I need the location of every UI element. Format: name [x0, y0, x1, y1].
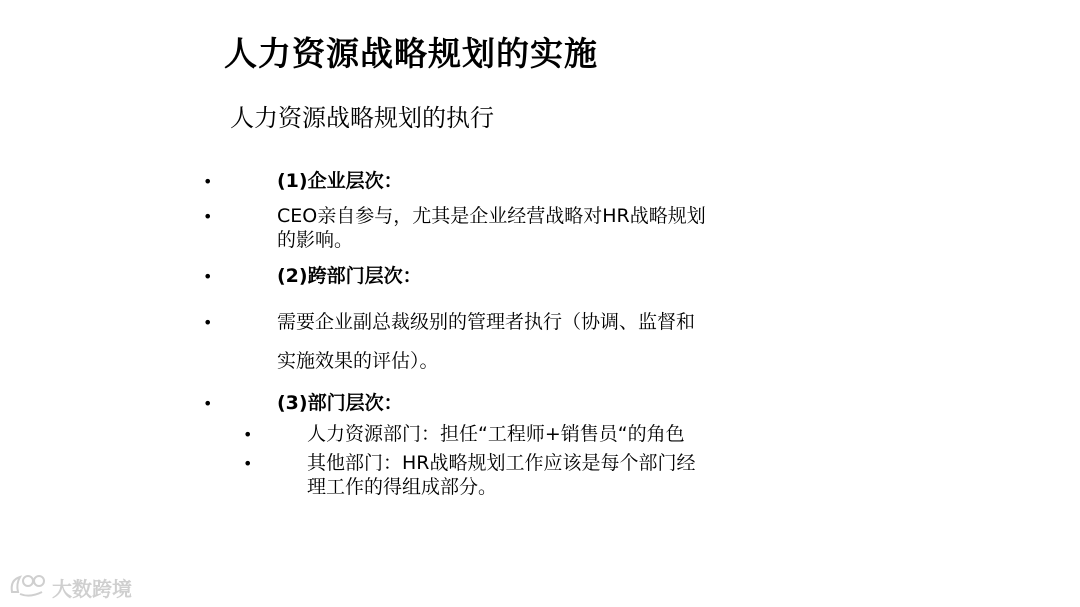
sub-item-hr-department: 人力资源部门：担任“工程师+销售员“的角色 — [307, 423, 685, 445]
brand-logo-icon — [8, 572, 48, 602]
sub-bullet-marker: • — [243, 425, 253, 444]
sub-item-other-departments-line1: 其他部门：HR战略规划工作应该是每个部门经 — [307, 452, 696, 474]
bullet-marker: • — [203, 313, 213, 332]
slide-title: 人力资源战略规划的实施 — [224, 34, 598, 73]
list-item-enterprise-level: (1)企业层次： — [277, 170, 403, 192]
list-item-vp-line2: 实施效果的评估）。 — [277, 350, 439, 372]
bullet-marker: • — [203, 394, 213, 413]
bullet-marker: • — [203, 172, 213, 191]
slide-subtitle: 人力资源战略规划的执行 — [230, 104, 494, 132]
list-item-vp-line1: 需要企业副总裁级别的管理者执行（协调、监督和 — [277, 311, 696, 333]
bullet-marker: • — [203, 207, 213, 226]
list-item-cross-department-level: (2)跨部门层次： — [277, 265, 422, 287]
list-item-ceo-line1: CEO亲自参与，尤其是企业经营战略对HR战略规划 — [277, 205, 706, 227]
watermark-text: 大数跨境 — [52, 576, 132, 601]
list-item-department-level: (3)部门层次： — [277, 392, 403, 414]
bullet-marker: • — [203, 267, 213, 286]
watermark — [8, 572, 132, 602]
sub-item-other-departments-line2: 理工作的得组成部分。 — [307, 476, 498, 498]
sub-bullet-marker: • — [243, 454, 253, 473]
list-item-ceo-line2: 的影响。 — [277, 229, 354, 251]
